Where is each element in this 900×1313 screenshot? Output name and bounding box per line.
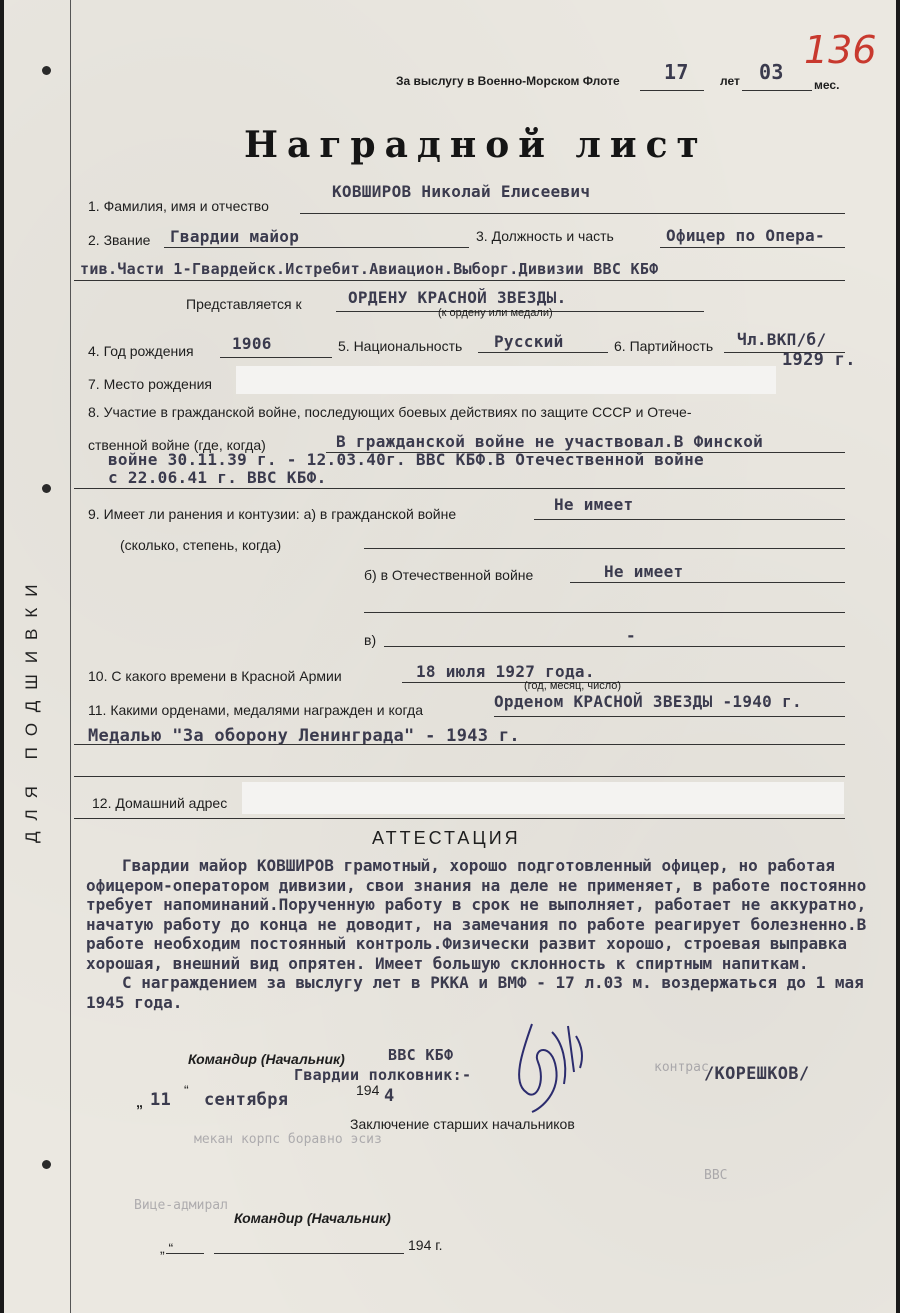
field-award-label: Представляется к bbox=[186, 296, 302, 312]
attestation-text bbox=[86, 856, 886, 1012]
field-award-value: ОРДЕНУ КРАСНОЙ ЗВЕЗДЫ. bbox=[348, 288, 567, 307]
bleed-through-text: Вице-адмирал bbox=[134, 1198, 228, 1213]
field-service-start-label: 10. С какого времени в Красной Армии bbox=[88, 668, 342, 684]
binding-label: ДЛЯ ПОДШИВКИ bbox=[22, 573, 41, 843]
bleed-through-text: мекан корпс боравно эсиз bbox=[194, 1132, 382, 1147]
service-years-value: 17 bbox=[664, 60, 689, 84]
service-length-label: За выслугу в Военно-Морском Флоте bbox=[396, 74, 620, 88]
field-combat-value-2: войне 30.11.39 г. - 12.03.40г. ВВС КБФ.В Отечественной войне bbox=[108, 450, 704, 469]
field-award-hint: (к ордену или медали) bbox=[438, 307, 553, 319]
punch-hole bbox=[42, 1160, 51, 1169]
field-name-label: 1. Фамилия, имя и отчество bbox=[88, 198, 269, 214]
field-wounds-hint: (сколько, степень, когда) bbox=[120, 537, 282, 553]
field-wounds-other-label: в) bbox=[364, 632, 377, 648]
field-combat-label-2: ственной войне (где, когда) bbox=[88, 437, 266, 453]
bleed-through-text: контрас bbox=[654, 1060, 709, 1075]
senior-date-quotes: „ “ bbox=[160, 1240, 174, 1256]
field-birth-year-label: 4. Год рождения bbox=[88, 343, 194, 359]
field-wounds-label: 9. Имеет ли ранения и контузии: а) в гражданской войне bbox=[88, 506, 457, 522]
field-position-value-2: тив.Части 1-Гвардейск.Истребит.Авиацион.Выборг.Дивизии ВВС КБФ bbox=[80, 260, 659, 278]
senior-commander-label: Командир (Начальник) bbox=[234, 1210, 391, 1226]
field-service-start-value: 18 июля 1927 года. bbox=[416, 662, 595, 681]
date-day-suffix: “ bbox=[184, 1082, 189, 1098]
field-party-value-2: 1929 г. bbox=[782, 350, 856, 370]
redaction-box bbox=[236, 366, 776, 394]
service-months-value: 03 bbox=[759, 60, 784, 84]
attestation-heading: АТТЕСТАЦИЯ bbox=[372, 828, 521, 848]
field-service-start-hint: (год, месяц, число) bbox=[524, 680, 622, 692]
redaction-box bbox=[242, 782, 844, 814]
award-sheet bbox=[4, 0, 896, 1313]
date-month: сентября bbox=[204, 1090, 289, 1110]
field-party-value-1: Чл.ВКП/б/ bbox=[737, 330, 827, 349]
date-year-prefix: 194 bbox=[356, 1082, 380, 1098]
bleed-through-text: ВВС bbox=[704, 1168, 728, 1183]
field-birthplace-label: 7. Место рождения bbox=[88, 376, 212, 392]
field-rank-value: Гвардии майор bbox=[170, 227, 300, 246]
field-position-label: 3. Должность и часть bbox=[476, 228, 614, 244]
signature bbox=[502, 1012, 592, 1122]
punch-hole bbox=[42, 484, 51, 493]
field-nationality-label: 5. Национальность bbox=[338, 338, 463, 354]
date-year-digit: 4 bbox=[384, 1086, 395, 1106]
date-day: 11 bbox=[150, 1090, 172, 1110]
date-day-prefix: „ bbox=[136, 1094, 143, 1110]
commander-unit: ВВС КБФ bbox=[388, 1046, 454, 1064]
senior-conclusion-label: Заключение старших начальников bbox=[350, 1116, 575, 1132]
field-birth-year-value: 1906 bbox=[232, 334, 272, 353]
field-wounds-civil-value: Не имеет bbox=[554, 495, 634, 514]
field-rank-label: 2. Звание bbox=[88, 232, 151, 248]
field-decorations-value-2: Медалью "За оборону Ленинграда" - 1943 г. bbox=[88, 726, 520, 746]
binding-margin-line bbox=[70, 0, 71, 1313]
field-decorations-label: 11. Какими орденами, медалями награжден и когда bbox=[88, 702, 423, 718]
field-wounds-other-value: - bbox=[626, 626, 636, 645]
field-nationality-value: Русский bbox=[494, 332, 564, 351]
commander-name: /КОРЕШКОВ/ bbox=[704, 1064, 810, 1084]
months-unit: мес. bbox=[814, 78, 840, 92]
field-wounds-patriotic-value: Не имеет bbox=[604, 562, 684, 581]
field-party-label: 6. Партийность bbox=[614, 338, 714, 354]
attestation-paragraph-2: С награждением за выслугу лет в РККА и ВМФ - 17 л.03 м. воздержаться до 1 мая 1945 года. bbox=[86, 973, 864, 1012]
punch-hole bbox=[42, 66, 51, 75]
field-address-label: 12. Домашний адрес bbox=[92, 795, 228, 811]
commander-label: Командир (Начальник) bbox=[188, 1051, 345, 1067]
field-wounds-patriotic-label: б) в Отечественной войне bbox=[364, 567, 534, 583]
field-name-value: КОВШИРОВ Николай Елисеевич bbox=[332, 182, 591, 201]
commander-rank: Гвардии полковник:- bbox=[294, 1066, 472, 1084]
senior-date-year: 194 г. bbox=[408, 1237, 443, 1253]
attestation-paragraph-1: Гвардии майор КОВШИРОВ грамотный, хорошо подготовленный офицер, но работая офицером-оператором дивизии, свои знания на деле не применяет, в работе постоянно требует напоминаний.Порученную работу в срок не выполняет, работает не аккуратно, начатую работу до конца не доводит, на замечания по работе реагирует болезненно.В работе необходим постоянный контроль.Физически развит хорошо, строевая выправка хорошая, внешний вид опрятен. Имеет большую склонность к спиртным напиткам. bbox=[86, 856, 867, 973]
field-combat-value-1: В гражданской войне не участвовал.В Финской bbox=[336, 432, 764, 451]
archive-page-number: 136 bbox=[804, 28, 877, 72]
field-decorations-value-1: Орденом КРАСНОЙ ЗВЕЗДЫ -1940 г. bbox=[494, 692, 802, 711]
field-position-value-1: Офицер по Опера- bbox=[666, 226, 825, 245]
field-combat-label-1: 8. Участие в гражданской войне, последующих боевых действиях по защите СССР и Отече- bbox=[88, 404, 692, 420]
years-unit: лет bbox=[720, 74, 740, 88]
document-title: Наградной лист bbox=[244, 124, 708, 166]
field-combat-value-3: с 22.06.41 г. ВВС КБФ. bbox=[108, 468, 327, 487]
